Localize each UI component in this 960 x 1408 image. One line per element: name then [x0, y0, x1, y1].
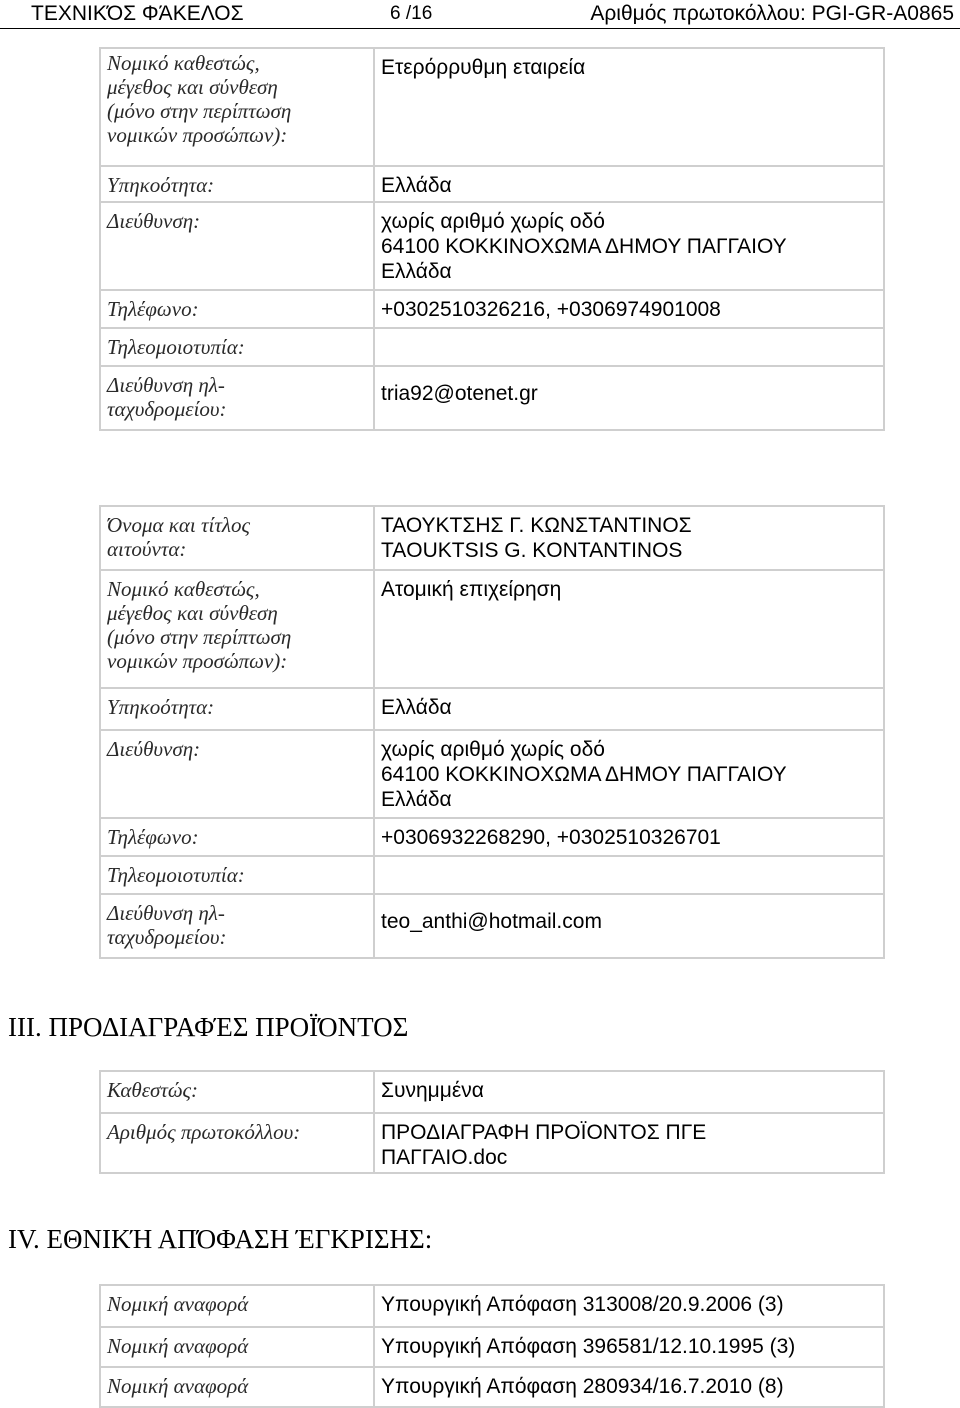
table-row [100, 1113, 884, 1173]
table-row [100, 818, 884, 856]
email-label: Διεύθυνση ηλ- ταχυδρομείου: [100, 894, 374, 958]
nationality-label: Υπηκοότητα: [100, 688, 374, 730]
section-iv-heading: IV. ΕΘΝΙΚΉ ΑΠΌΦΑΣΗ ΈΓΚΡΙΣΗΣ: [8, 1224, 433, 1254]
fax-label: Τηλεομοιοτυπία: [100, 856, 374, 894]
address-value: χωρίς αριθμό χωρίς οδό 64100 ΚΟΚΚΙΝΟΧΩΜΑ ΔΗΜΟΥ ΠΑΓΓΑΙΟΥ Ελλάδα [374, 202, 884, 290]
applicant-name-label: Όνομα και τίτλος αιτούντα: [100, 506, 374, 570]
table-row [100, 730, 884, 818]
fax-value [374, 328, 884, 366]
status-label: Καθεστώς: [100, 1071, 374, 1113]
section-iii-heading: III. ΠΡΟΔΙΑΓΡΑΦΈΣ ΠΡΟΪΌΝΤΟΣ [8, 1012, 409, 1042]
address-label: Διεύθυνση: [100, 202, 374, 290]
page-number: 6 /16 [390, 3, 433, 24]
legal-reference-value: Υπουργική Απόφαση 280934/16.7.2010 (8) [374, 1367, 884, 1407]
table-row [100, 856, 884, 894]
applicant-name-value: ΤΑΟΥΚΤΣΗΣ Γ. ΚΩΝΣΤΑΝΤΙΝΟΣ TAOUKTSIS G. KONTANTINOS [374, 506, 884, 570]
legal-reference-label: Νομική αναφορά [100, 1367, 374, 1407]
table-row [100, 570, 884, 688]
nationality-value: Ελλάδα [374, 688, 884, 730]
table-row [100, 202, 884, 290]
applicant-2-table [99, 505, 885, 959]
status-value: Συνημμένα [374, 1071, 884, 1113]
legal-status-label: Νομικό καθεστώς, μέγεθος και σύνθεση (μόνο στην περίπτωση νομικών προσώπων): [100, 48, 374, 166]
protocol-number: Αριθμός πρωτοκόλλου: PGI-GR-A0865 [590, 2, 954, 25]
phone-value: +0302510326216, +0306974901008 [374, 290, 884, 328]
legal-reference-label: Νομική αναφορά [100, 1285, 374, 1327]
table-row [100, 688, 884, 730]
email-value: teo_anthi@hotmail.com [374, 894, 884, 958]
applicant-1-table [99, 47, 885, 431]
legal-reference-value: Υπουργική Απόφαση 396581/12.10.1995 (3) [374, 1327, 884, 1367]
nationality-label: Υπηκοότητα: [100, 166, 374, 202]
phone-value: +0306932268290, +0302510326701 [374, 818, 884, 856]
table-row [100, 894, 884, 958]
table-row [100, 366, 884, 430]
national-decision-table [99, 1284, 885, 1408]
legal-reference-label: Νομική αναφορά [100, 1327, 374, 1367]
table-row [100, 166, 884, 202]
table-row [100, 506, 884, 570]
product-spec-table [99, 1070, 885, 1174]
table-row [100, 328, 884, 366]
legal-status-value: Ατομική επιχείρηση [374, 570, 884, 688]
email-value: tria92@otenet.gr [374, 366, 884, 430]
table-row [100, 1071, 884, 1113]
fax-label: Τηλεομοιοτυπία: [100, 328, 374, 366]
address-value: χωρίς αριθμό χωρίς οδό 64100 ΚΟΚΚΙΝΟΧΩΜΑ ΔΗΜΟΥ ΠΑΓΓΑΙΟΥ Ελλάδα [374, 730, 884, 818]
page-header [0, 0, 960, 29]
protocol-label: Αριθμός πρωτοκόλλου: [100, 1113, 374, 1173]
legal-reference-value: Υπουργική Απόφαση 313008/20.9.2006 (3) [374, 1285, 884, 1327]
address-label: Διεύθυνση: [100, 730, 374, 818]
fax-value [374, 856, 884, 894]
phone-label: Τηλέφωνο: [100, 290, 374, 328]
phone-label: Τηλέφωνο: [100, 818, 374, 856]
table-row [100, 1327, 884, 1367]
nationality-value: Ελλάδα [374, 166, 884, 202]
table-row [100, 290, 884, 328]
table-row [100, 1285, 884, 1327]
table-row [100, 1367, 884, 1407]
table-row [100, 48, 884, 166]
email-label: Διεύθυνση ηλ- ταχυδρομείου: [100, 366, 374, 430]
document-title: ΤΕΧΝΙΚΌΣ ΦΆΚΕΛΟΣ [31, 2, 244, 25]
legal-status-label: Νομικό καθεστώς, μέγεθος και σύνθεση (μόνο στην περίπτωση νομικών προσώπων): [100, 570, 374, 688]
protocol-value: ΠΡΟΔΙΑΓΡΑΦΗ ΠΡΟΪΟΝΤΟΣ ΠΓΕ ΠΑΓΓΑΙΟ.doc [374, 1113, 884, 1173]
legal-status-value: Ετερόρρυθμη εταιρεία [374, 48, 884, 166]
